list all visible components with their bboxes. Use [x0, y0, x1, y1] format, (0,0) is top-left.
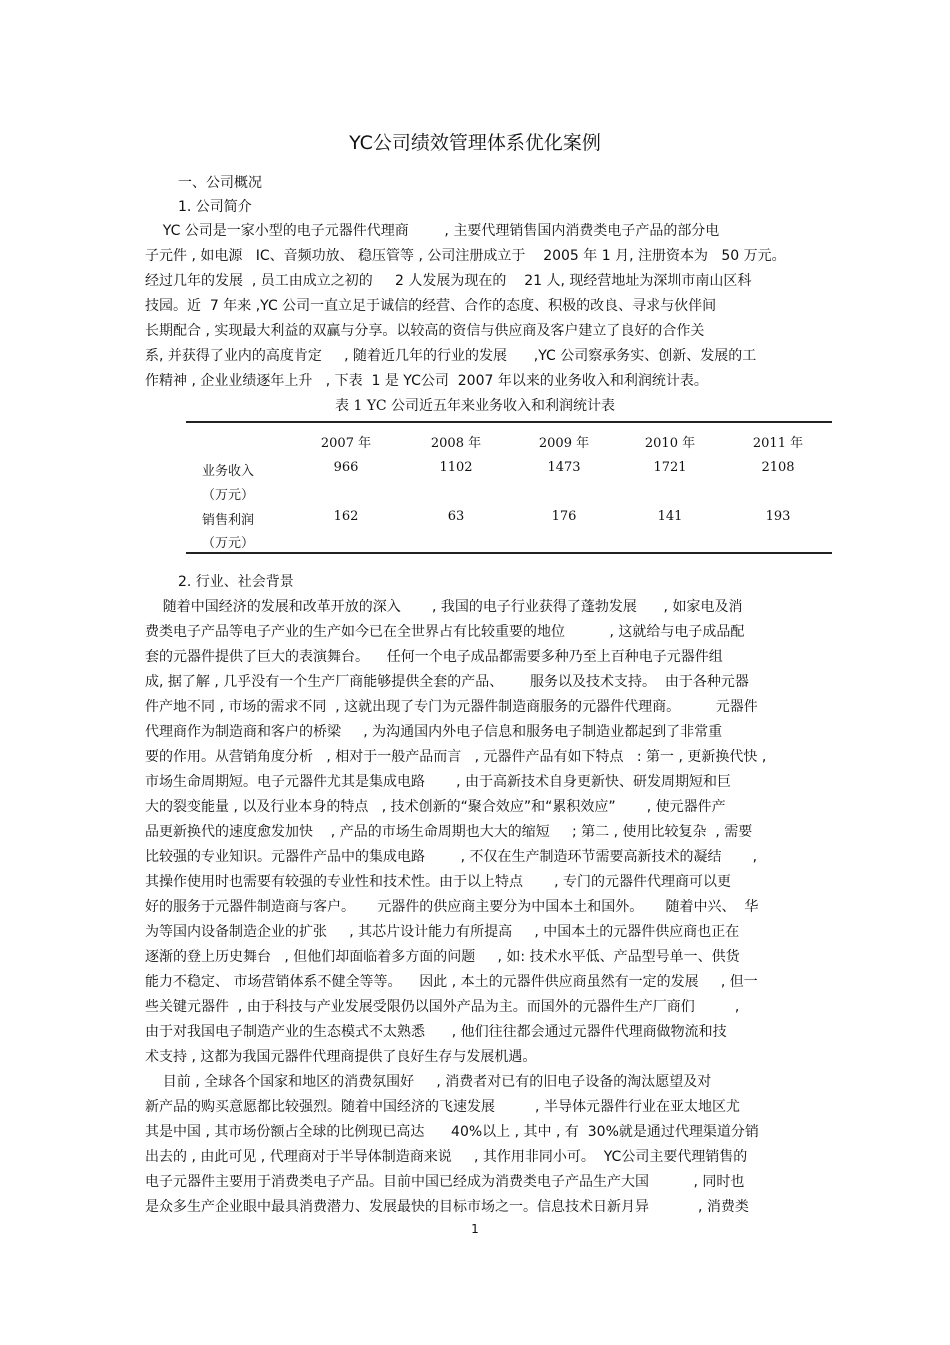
table-bottom-rule: [186, 552, 832, 554]
text-line: 能力不稳定、 市场营销体系不健全等等。 因此 , 本土的元器件供应商虽然有一定的发展 , 但一: [145, 974, 758, 990]
table-cell: 1721: [653, 460, 687, 475]
text-line: 子元件 , 如电源 IC、音频功放、 稳压管等 , 公司注册成立于 2005 年 1 月, 注册资本为 50 万元。: [145, 248, 786, 264]
table-cell: 176: [551, 509, 577, 524]
subsection-heading-profile: 1. 公司简介: [178, 199, 252, 215]
table-header-year: 2011 年: [752, 436, 804, 451]
table-cell: 2108: [761, 460, 795, 475]
table-top-rule: [186, 421, 832, 423]
text-line: 是众多生产企业眼中最具消费潜力、发展最快的目标市场之一。信息技术日新月异 , 消费类: [145, 1199, 749, 1215]
text-line: 为等国内设备制造企业的扩张 , 其芯片设计能力有所提高 , 中国本土的元器件供应商也正在: [145, 924, 740, 940]
table-row-unit: （万元）: [201, 488, 254, 503]
text-line: 新产品的购买意愿都比较强烈。随着中国经济的飞速发展 , 半导体元器件行业在亚太地区尤: [145, 1099, 740, 1115]
table-caption: 表 1 YC 公司近五年来业务收入和利润统计表: [335, 398, 615, 414]
text-line: 套的元器件提供了巨大的表演舞台。 任何一个电子成品都需要多种乃至上百种电子元器件组: [145, 649, 723, 665]
text-line: 由于对我国电子制造产业的生态模式不太熟悉 , 他们往往都会通过元器件代理商做物流和技: [145, 1024, 727, 1040]
text-line: 好的服务于元器件制造商与客户。 元器件的供应商主要分为中国本土和国外。 随着中兴、 华: [145, 899, 759, 915]
text-line: 其操作使用时也需要有较强的专业性和技术性。由于以上特点 , 专门的元器件代理商可以更: [145, 874, 732, 890]
text-line: 其是中国 , 其市场份额占全球的比例现已高达 40%以上 , 其中 , 有 30%就是通过代理渠道分销: [145, 1124, 759, 1140]
text-line: 比较强的专业知识。元器件产品中的集成电路 , 不仅在生产制造环节需要高新技术的凝结 ,: [145, 849, 758, 865]
table-cell: 162: [333, 509, 359, 524]
table-row-label: 销售利润: [201, 513, 254, 528]
text-line: 逐渐的登上历史舞台 , 但他们却面临着多方面的问题 , 如: 技术水平低、产品型号单一、供货: [145, 949, 740, 965]
table-row-label: 业务收入: [201, 464, 254, 479]
document-title: YC公司绩效管理体系优化案例: [349, 132, 601, 154]
table-cell: 63: [447, 509, 465, 524]
table-header-year: 2008 年: [430, 436, 482, 451]
table-cell: 193: [765, 509, 791, 524]
table-cell: 966: [333, 460, 359, 475]
text-line: 系, 并获得了业内的高度肯定 , 随着近几年的行业的发展 ,YC 公司察承务实、创新、发展的工: [145, 348, 757, 364]
text-line: 电子元器件主要用于消费类电子产品。目前中国已经成为消费类电子产品生产大国 , 同时也: [145, 1174, 745, 1190]
text-line: 术支持 , 这都为我国元器件代理商提供了良好生存与发展机遇。: [145, 1049, 537, 1065]
text-line: 经过几年的发展 , 员工由成立之初的 2 人发展为现在的 21 人, 现经营地址为深圳市南山区科: [145, 273, 752, 289]
table-header-year: 2010 年: [644, 436, 696, 451]
page-number: 1: [471, 1222, 479, 1236]
text-line: 出去的 , 由此可见 , 代理商对于半导体制造商来说 , 其作用非同小可。 YC公司主要代理销售的: [145, 1149, 748, 1165]
table-cell: 1473: [547, 460, 581, 475]
text-line: 技园。近 7 年来 ,YC 公司一直立足于诚信的经营、合作的态度、积极的改良、寻求与伙伴间: [145, 298, 717, 314]
table-row-unit: （万元）: [201, 536, 254, 551]
table-cell: 141: [657, 509, 683, 524]
text-line: 费类电子产品等电子产业的生产如今已在全世界占有比较重要的地位 , 这就给与电子成品配: [145, 624, 745, 640]
text-line: 作精神 , 企业业绩逐年上升 , 下表 1 是 YC公司 2007 年以来的业务收入和利润统计表。: [145, 373, 708, 389]
text-line: YC 公司是一家小型的电子元器件代理商 , 主要代理销售国内消费类电子产品的部分电: [145, 223, 720, 239]
text-line: 随着中国经济的发展和改革开放的深入 , 我国的电子行业获得了蓬勃发展 , 如家电及消: [145, 599, 743, 615]
section-heading-overview: 一、公司概况: [178, 175, 262, 191]
text-line: 目前 , 全球各个国家和地区的消费氛围好 , 消费者对已有的旧电子设备的淘汰愿望及对: [145, 1074, 712, 1090]
text-line: 代理商作为制造商和客户的桥梁 , 为沟通国内外电子信息和服务电子制造业都起到了非常重: [145, 724, 723, 740]
table-cell: 1102: [439, 460, 473, 475]
text-line: 成, 据了解 , 几乎没有一个生产厂商能够提供全套的产品、 服务以及技术支持。 由于各种元器: [145, 674, 749, 690]
text-line: 些关键元器件 , 由于科技与产业发展受限仍以国外产品为主。而国外的元器件生产厂商们 ,: [145, 999, 740, 1015]
text-line: 大的裂变能量 , 以及行业本身的特点 , 技术创新的“聚合效应”和“累积效应” , 使元器件产: [145, 799, 726, 815]
text-line: 品更新换代的速度愈发加快 , 产品的市场生命周期也大大的缩短 ; 第二 , 使用比较复杂 , 需要: [145, 824, 753, 840]
table-header-year: 2007 年: [320, 436, 372, 451]
text-line: 市场生命周期短。电子元器件尤其是集成电路 , 由于高新技术自身更新快、研发周期短和巨: [145, 774, 732, 790]
text-line: 要的作用。从营销角度分析 , 相对于一般产品而言 , 元器件产品有如下特点 : 第一 , 更新换代快 ,: [145, 749, 767, 765]
subsection-heading-background: 2. 行业、社会背景: [178, 574, 294, 590]
text-line: 件产地不同 , 市场的需求不同 , 这就出现了专门为元器件制造商服务的元器件代理商。 元器件: [145, 699, 758, 715]
text-line: 长期配合 , 实现最大利益的双赢与分享。以较高的资信与供应商及客户建立了良好的合作关: [145, 323, 705, 339]
table-header-year: 2009 年: [538, 436, 590, 451]
